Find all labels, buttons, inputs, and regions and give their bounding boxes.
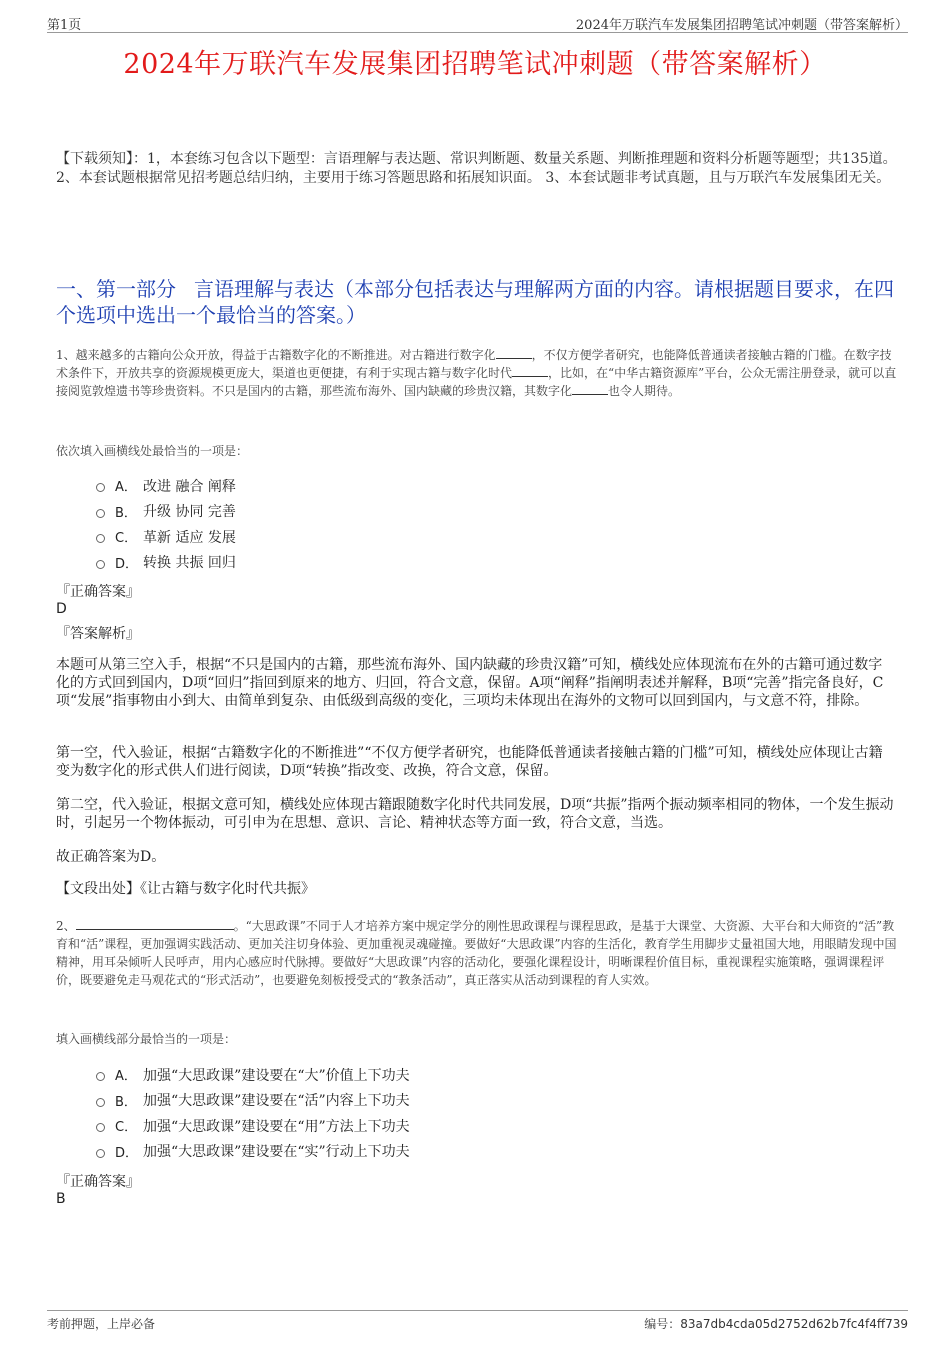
page-footer — [47, 1310, 908, 1335]
radio-icon[interactable] — [96, 509, 105, 518]
option-key: B． — [115, 1094, 137, 1110]
option-text: 加强“大思政课”建设要在“活”内容上下功夫 — [143, 1093, 410, 1110]
question-1-prompt: 依次填入画横线处最恰当的一项是： — [56, 444, 249, 458]
analysis-paragraph-3: 第二空，代入验证，根据文意可知，横线处应体现古籍跟随数字化时代共同发展，D项“共振”指两个振动频率相同的物体，一个发生振动时，引起另一个物体振动，可引申为在思想、意识、言论、精神状态等方面一致，符合文意，当选。 — [56, 797, 894, 831]
analysis-label: 『答案解析』 — [56, 626, 140, 642]
answer-label: 『正确答案』 — [56, 1174, 140, 1190]
section-title: 言语理解与表达（本部分包括表达与理解两方面的内容。请根据题目要求，在四个选项中选出一个最恰当的答案。） — [56, 277, 894, 327]
footer-code — [644, 1315, 908, 1332]
option-key: A． — [115, 480, 137, 496]
question-1-text-d: 也令人期待。 — [608, 384, 681, 398]
radio-icon[interactable] — [96, 1149, 105, 1158]
radio-icon[interactable] — [96, 560, 105, 569]
section-heading — [56, 276, 898, 328]
option-key: C． — [115, 531, 138, 547]
question-1-options — [96, 473, 796, 575]
download-notice: 【下载须知】：1，本套练习包含以下题型：言语理解与表达题、常识判断题、数量关系题、判断推理题和资料分析题等题型；共135道。 2、本套试题根据常见招考题总结归纳，主要用于练习答题思路和拓展知识面。 3、本套试题非考试真题，且与万联汽车发展集团无关。 — [56, 151, 897, 186]
page-header — [47, 12, 908, 33]
option-a[interactable] — [96, 473, 796, 499]
option-d[interactable] — [96, 1139, 796, 1165]
answer-value: B — [56, 1191, 66, 1207]
header-doc-title: 2024年万联汽车发展集团招聘笔试冲刺题（带答案解析） — [575, 18, 908, 33]
option-c[interactable] — [96, 1113, 796, 1139]
radio-icon[interactable] — [96, 534, 105, 543]
answer-value: D — [56, 601, 67, 617]
footer-code-value: 83a7db4cda05d2752d62b7fc4f4ff739 — [680, 1317, 908, 1331]
analysis-paragraph-1: 本题可从第三空入手，根据“不只是国内的古籍，那些流布海外、国内缺藏的珍贵汉籍”可知，横线处应体现流布在外的古籍可通过数字化的方式回到国内，D项“回归”指回到原来的地方、归回，符合文意，保留。A项“阐释”指阐明表述并解释，B项“完善”指完备良好，C项“发展”指事物由小到大、由简单到复杂、由低级到高级的变化，三项均未体现出在海外的文物可以回到国内，与文意不符，排除。 — [56, 657, 884, 709]
radio-icon[interactable] — [96, 1098, 105, 1107]
option-key: A． — [115, 1069, 137, 1085]
option-text: 加强“大思政课”建设要在“用”方法上下功夫 — [143, 1118, 410, 1135]
option-b[interactable] — [96, 1088, 796, 1114]
option-key: D． — [115, 1145, 139, 1161]
question-1-text-b: ，不仅方便学者研究，也能降低普通读者接触古籍的门槛。在数字技术条件下，开放共享的资源规模更庞大，渠道也更便捷，有利于实现古籍与数字化时代 — [56, 348, 892, 380]
option-d[interactable] — [96, 550, 796, 576]
option-text: 转换 共振 回归 — [143, 555, 236, 572]
document-title: 2024年万联汽车发展集团招聘笔试冲刺题（带答案解析） — [123, 49, 827, 80]
fill-blank-long — [76, 917, 234, 930]
question-2-number: 2、 — [56, 919, 76, 933]
question-2-options — [96, 1062, 796, 1164]
question-2-text — [56, 917, 898, 989]
radio-icon[interactable] — [96, 1123, 105, 1132]
option-key: B． — [115, 505, 137, 521]
option-text: 革新 适应 发展 — [143, 529, 236, 546]
option-text: 加强“大思政课”建设要在“实”行动上下功夫 — [143, 1144, 410, 1161]
question-1-text — [56, 346, 898, 400]
radio-icon[interactable] — [96, 1072, 105, 1081]
footer-code-label: 编号： — [644, 1317, 681, 1331]
option-a[interactable] — [96, 1062, 796, 1088]
option-b[interactable] — [96, 499, 796, 525]
section-part: 一、第一部分 — [56, 277, 176, 301]
fill-blank-3 — [572, 382, 608, 395]
page-number: 第1页 — [47, 18, 82, 33]
footer-slogan: 考前押题，上岸必备 — [47, 1317, 156, 1331]
radio-icon[interactable] — [96, 483, 105, 492]
option-text: 升级 协同 完善 — [143, 504, 236, 521]
answer-label: 『正确答案』 — [56, 584, 140, 600]
option-key: D． — [115, 556, 139, 572]
question-1-text-c: ，比如，在“中华古籍资源库”平台，公众无需注册登录，就可以直接阅览敦煌遗书等珍贵资料。不只是国内的古籍，那些流布海外、国内缺藏的珍贵汉籍，其数字化 — [56, 366, 897, 398]
question-2-prompt: 填入画横线部分最恰当的一项是： — [56, 1032, 237, 1046]
analysis-conclusion: 故正确答案为D。 — [56, 849, 166, 865]
question-1-text-a: 1、越来越多的古籍向公众开放，得益于古籍数字化的不断推进。对古籍进行数字化 — [56, 348, 496, 362]
option-c[interactable] — [96, 524, 796, 550]
source-citation: 【文段出处】《让古籍与数字化时代共振》 — [56, 881, 315, 897]
option-text: 改进 融合 阐释 — [143, 478, 236, 495]
fill-blank-2 — [512, 364, 548, 377]
analysis-paragraph-2: 第一空，代入验证，根据“古籍数字化的不断推进”“不仅方便学者研究，也能降低普通读者接触古籍的门槛”可知，横线处应体现让古籍变为数字化的形式供人们进行阅读，D项“转换”指改变、改换，符合文意，保留。 — [56, 745, 883, 779]
fill-blank-1 — [496, 346, 532, 359]
option-key: C． — [115, 1120, 138, 1136]
option-text: 加强“大思政课”建设要在“大”价值上下功夫 — [143, 1067, 410, 1084]
question-2-body: 。“大思政课”不同于人才培养方案中规定学分的刚性思政课程与课程思政，是基于大课堂、大资源、大平台和大师资的“活”教育和“活”课程，更加强调实践活动、更加关注切身体验、更加重视灵魂碰撞。要做好“大思政课”内容的生活化，教育学生用脚步丈量祖国大地，用眼睛发现中国精神，用耳朵倾听人民呼声，用内心感应时代脉搏。要做好“大思政课”内容的活动化，要强化课程设计，明晰课程价值目标，重视课程实施策略，强调课程评价，既要避免走马观花式的“形式活动”，也要避免刻板授受式的“教条活动”，真正落实从活动到课程的育人实效。 — [56, 919, 897, 987]
